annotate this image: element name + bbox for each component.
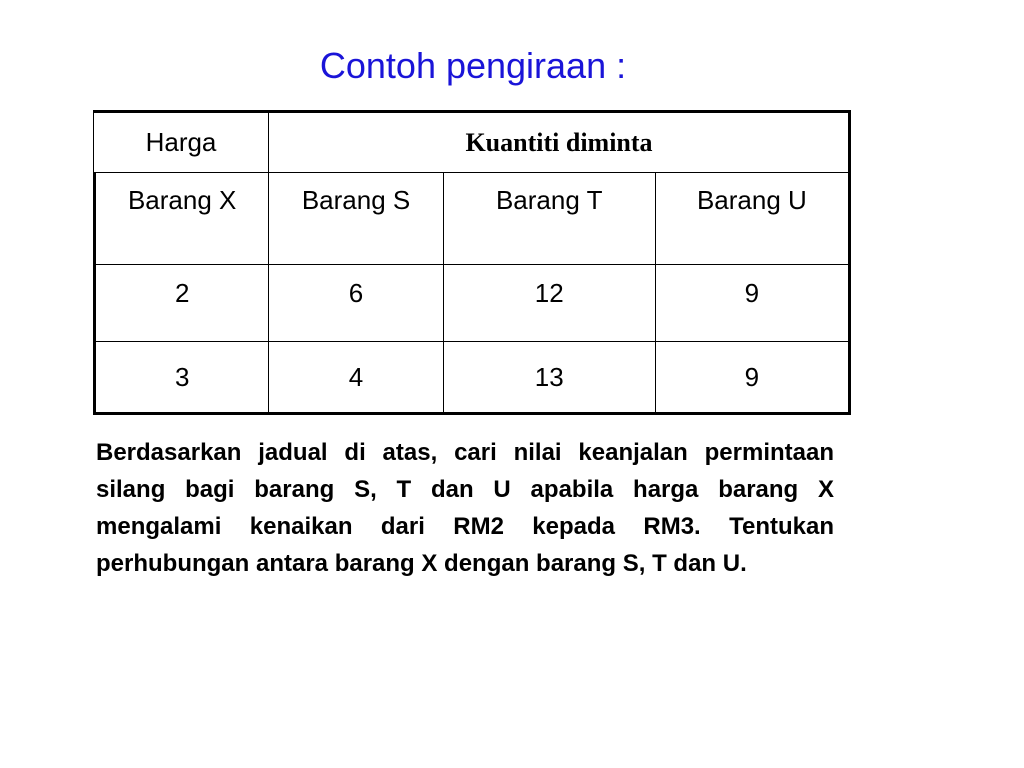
table-cell: 9 [655, 342, 849, 414]
table-row [95, 265, 850, 342]
column-header-barang-u: Barang U [655, 173, 849, 265]
table-cell: 13 [443, 342, 655, 414]
column-header-barang-x: Barang X [95, 173, 269, 265]
table-cell: 9 [655, 265, 849, 342]
table-cell: 12 [443, 265, 655, 342]
table-cell: 3 [95, 342, 269, 414]
table-grid [93, 172, 851, 415]
demand-table [93, 110, 851, 411]
table-header-row [93, 110, 851, 172]
table-cell: 6 [269, 265, 443, 342]
table-cell: 2 [95, 265, 269, 342]
column-header-barang-t: Barang T [443, 173, 655, 265]
header-kuantiti-diminta: Kuantiti diminta [465, 127, 653, 157]
column-header-row [95, 173, 850, 265]
table-cell: 4 [269, 342, 443, 414]
header-harga: Harga [94, 113, 269, 172]
table-row [95, 342, 850, 414]
slide-title: Contoh pengiraan : [319, 45, 627, 86]
question-paragraph: Berdasarkan jadual di atas, cari nilai keanjalan permintaan silang bagi barang S, T dan U apabila harga barang X mengalami kenaikan dari RM2 kepada RM3. Tentukan perhubungan antara barang X dengan barang S, T dan U. [96, 439, 834, 577]
column-header-barang-s: Barang S [269, 173, 443, 265]
